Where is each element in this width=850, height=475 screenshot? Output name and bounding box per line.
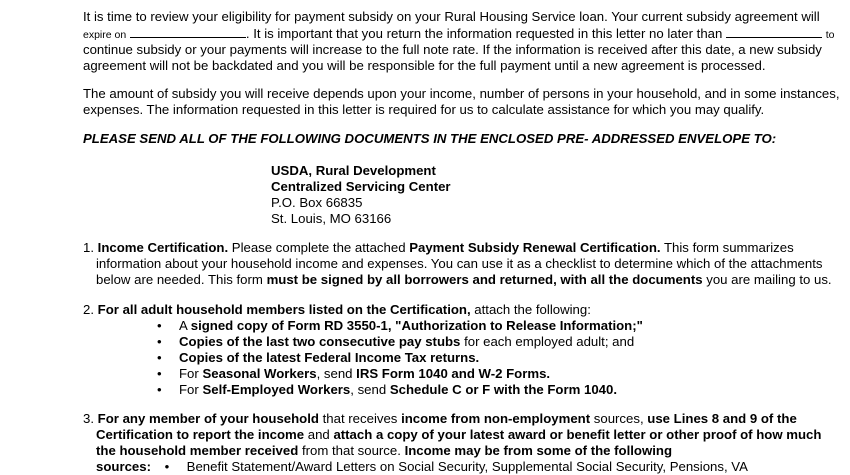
item2-title: For all adult household members listed on the Certification,	[97, 302, 471, 317]
item3-bold-e: attach a copy of your latest award or benefit letter or other proof of how much	[333, 427, 822, 442]
intro-line-1: It is time to review your eligibility for payment subsidy on your Rural Housing Service loan. Your current subsidy agreement will	[83, 9, 820, 24]
intro-line-3: continue subsidy or your payments will increase to the full note rate. If the information is received after this date, a new subsidy	[83, 42, 822, 57]
bullet-bold: signed copy of Form RD 3550-1, "Authorization to Release Information;"	[190, 318, 643, 333]
item2-line-1	[83, 302, 591, 318]
subsidy-line-1: The amount of subsidy you will receive depends upon your income, number of persons in your household, and in some instances,	[83, 86, 840, 101]
item3-number: 3.	[83, 411, 94, 426]
item3-text-c: and	[304, 427, 334, 442]
item3-line-1	[83, 411, 797, 427]
item1-text-c: below are needed. This form	[96, 272, 267, 287]
return-deadline-text: . It is important that you return the information requested in this letter no later than	[245, 26, 723, 41]
item3-sources-label: sources:	[96, 459, 151, 474]
bullet-bold: IRS Form 1040 and W-2 Forms.	[356, 366, 551, 381]
bullet-icon: •	[157, 318, 162, 333]
item3-bold-a: For any member of your household	[97, 411, 319, 426]
bullet-bold: Seasonal Workers	[202, 366, 317, 381]
address-line-2: Centralized Servicing Center	[271, 179, 451, 194]
bullet-bold: Copies of the latest Federal Income Tax returns.	[179, 350, 480, 365]
item3-bold-d: Certification to report the income	[96, 427, 305, 442]
item2-text-a: attach the following:	[470, 302, 591, 317]
item3-line-3	[96, 443, 672, 459]
bullet-icon: •	[157, 366, 162, 381]
bullet-icon: •	[157, 350, 162, 365]
item2-bullet-1	[157, 318, 643, 334]
item2-bullet-5	[157, 382, 617, 398]
bullet-icon: •	[157, 382, 162, 397]
bullet-text: , send	[350, 382, 390, 397]
bullet-text: For	[179, 382, 203, 397]
item3-bold-g: Income may be from some of the following	[404, 443, 673, 458]
return-date-blank[interactable]	[726, 27, 822, 38]
subsidy-line-2: expenses. The information requested in this letter is required for us to calculate assistance for which you may qualify.	[83, 102, 765, 117]
item1-number: 1.	[83, 240, 94, 255]
send-documents-heading: PLEASE SEND ALL OF THE FOLLOWING DOCUMENTS IN THE ENCLOSED PRE- ADDRESSED ENVELOPE TO:	[83, 131, 777, 146]
item1-form-name: Payment Subsidy Renewal Certification.	[409, 240, 661, 255]
item3-line-4	[96, 459, 748, 475]
address-line-4: St. Louis, MO 63166	[271, 211, 392, 226]
item1-line-3	[96, 272, 832, 288]
item1-text-b: This form summarizes	[660, 240, 794, 255]
item1-text-d: you are mailing to us.	[702, 272, 832, 287]
bullet-bold: Copies of the last two consecutive pay stubs	[179, 334, 461, 349]
expire-date-blank[interactable]	[130, 27, 246, 38]
item2-bullet-2	[157, 334, 634, 350]
item3-text-d: from that source.	[298, 443, 405, 458]
item1-line-2: information about your household income and expenses. You can use it as a checklist to determine which of the attachments	[96, 256, 823, 271]
intro-line-4: agreement will not be backdated and you will be responsible for the full payment until a new agreement is processed.	[83, 58, 766, 73]
item3-bold-b: income from non-employment	[401, 411, 591, 426]
item3-bold-f: the household member received	[96, 443, 299, 458]
item1-line-1	[83, 240, 794, 256]
bullet-bold: Schedule C or F with the Form 1040.	[389, 382, 618, 397]
bullet-text: , send	[316, 366, 357, 381]
bullet-text: For	[179, 366, 203, 381]
item3-bold-c: use Lines 8 and 9 of the	[647, 411, 797, 426]
bullet-text: for each employed adult; and	[460, 334, 635, 349]
item3-sources-text: Benefit Statement/Award Letters on Social Security, Supplemental Social Security, Pensions, VA	[186, 459, 748, 474]
item2-bullet-4	[157, 366, 550, 382]
bullet-text: A	[179, 318, 191, 333]
item3-text-a: that receives	[318, 411, 402, 426]
item3-text-b: sources,	[590, 411, 648, 426]
item1-text-a: Please complete the attached	[228, 240, 410, 255]
item2-bullet-3	[157, 350, 479, 366]
bullet-icon: •	[164, 459, 170, 474]
item2-number: 2.	[83, 302, 94, 317]
bullet-icon: •	[157, 334, 162, 349]
address-line-3: P.O. Box 66835	[271, 195, 363, 210]
item3-line-2	[96, 427, 821, 443]
address-line-1: USDA, Rural Development	[271, 163, 436, 178]
bullet-bold: Self-Employed Workers	[202, 382, 351, 397]
item1-signed-requirement: must be signed by all borrowers and returned, with all the documents	[266, 272, 703, 287]
item1-title: Income Certification.	[97, 240, 229, 255]
to-label: to	[825, 29, 835, 41]
intro-line-2	[83, 26, 834, 43]
expire-on-label: expire on	[83, 29, 127, 41]
